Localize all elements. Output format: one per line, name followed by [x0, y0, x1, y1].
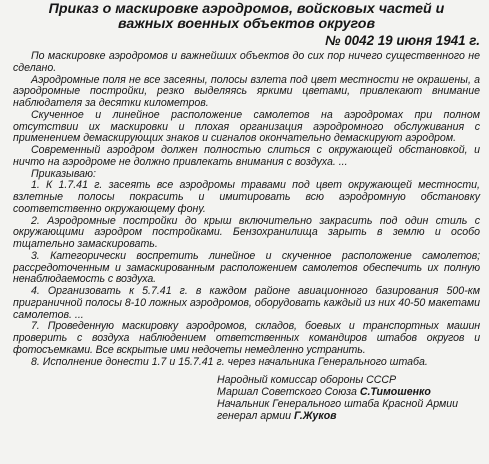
signature-rank-general: генерал армии [217, 410, 292, 423]
order-number-date: № 0042 19 июня 1941 г. [325, 33, 480, 48]
order-item-8: 8. Исполнение донести 1.7 и 15.7.41 г. через начальника Генерального штаба. [31, 355, 428, 368]
signature-line-general [217, 410, 480, 422]
paragraph-4: Современный аэродром должен полностью слиться с окружающей обстановкой, и ничто на аэродроме не должно привлекать внимания с воздуха. ... [13, 144, 480, 168]
order-item-2: 2. Аэродромные постройки до крыш включительно закрасить под один стиль с окружающими аэродром постройками. Бензохранилища зарыть в землю и особо тщательно замаскировать. [13, 214, 480, 250]
order-item-3: 3. Категорически воспретить линейное и скученное расположение самолетов; рассредоточенным и замаскированным расположением самолетов обеспечить их полную ненаблюдаемость с воздуха. [13, 249, 480, 286]
order-item-4: 4. Организовать к 5.7.41 г. в каждом районе авиационного базирования 500-км приграничной полосы 8-10 ложных аэродромов, оборудовать каждый из них 40-50 макетами самолетов. ... [13, 285, 480, 321]
paragraph-3: Скученное и линейное расположение самолетов на аэродромах при полном отсутствии их маскировки и плохая организация аэродромного обслуживания с применением демаскирующих знаков и сигналов окончательно демаскируют аэродром. [13, 108, 480, 145]
document-title: Приказ о маскировке аэродромов, войсковых частей и важных военных объектов округов [48, 1, 445, 32]
signature-block [13, 374, 480, 422]
order-heading: Приказываю: [31, 167, 96, 180]
signature-line-chief-of-staff: Начальник Генерального штаба Красной Армии [217, 398, 459, 411]
signature-name-zhukov: Г.Жуков [293, 410, 337, 423]
paragraph-1: По маскировке аэродромов и важнейших объектов до сих пор ничего существенного не сделано. [13, 50, 480, 74]
document-body [13, 51, 480, 368]
signature-line-marshal [217, 386, 480, 398]
signature-rank-marshal: Маршал Советского Союза [217, 386, 357, 399]
paragraph-2: Аэродромные поля не все засеяны, полосы взлета под цвет местности не окрашены, а аэродромные постройки, резко выделяясь яркими цветами, привлекают внимание наблюдателя за десятки километров. [13, 73, 480, 109]
order-item-7: 7. Проведенную маскировку аэродромов, складов, боевых и транспортных машин проверить с воздуха наблюдением ответственных командиров штабов округов и фотосъемками. Все вскрытые ими недочеты немедленно устранить. [13, 320, 480, 356]
signature-name-timoshenko: С.Тимошенко [359, 386, 431, 399]
order-item-1: 1. К 1.7.41 г. засеять все аэродромы травами под цвет окружающей местности, взлетные полосы покрасить и имитировать всю аэродромную обстановку соответственно окружающему фону. [13, 179, 480, 215]
signature-line-commissar: Народный комиссар обороны СССР [217, 374, 397, 387]
